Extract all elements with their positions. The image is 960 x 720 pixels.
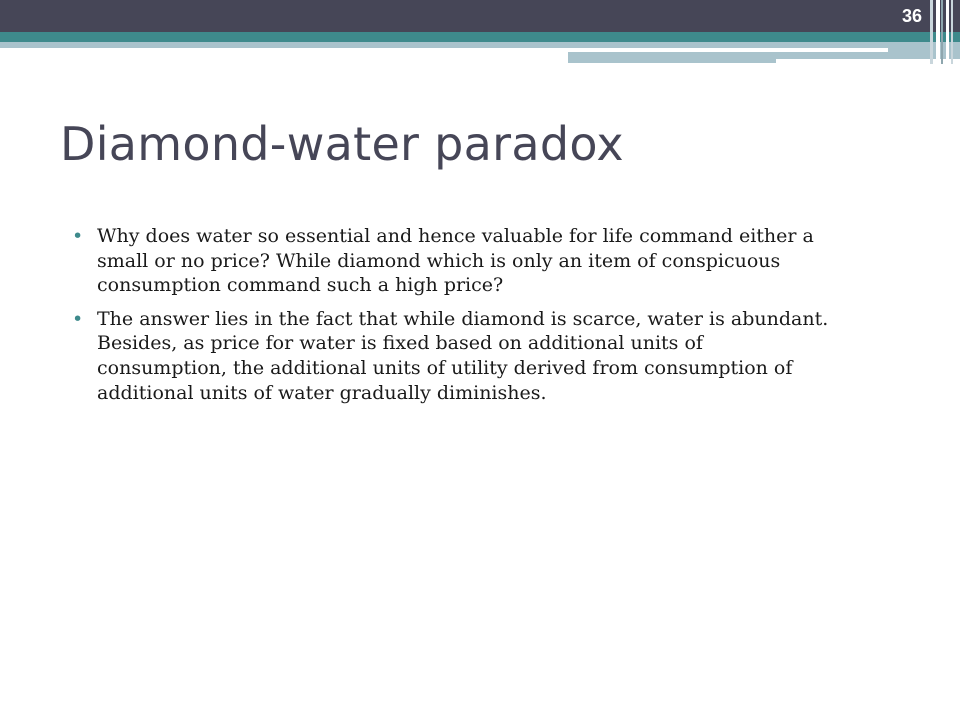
slide-number: 36 [901, 6, 923, 26]
bullet-marker: • [72, 307, 84, 330]
slide-title: Diamond-water paradox [60, 117, 624, 171]
bullet-marker: • [72, 225, 84, 247]
bullet-text: The answer lies in the fact that while diamond is scarce, water is abundant. Besides, as price for water is fixed based on additional units of consumption, the additional units of utility derived from consumption of additional units of water gradually diminishes. [97, 307, 829, 404]
header-vertical-stripe [946, 0, 949, 64]
header-vertical-stripe [936, 0, 940, 64]
header-vertical-stripe [951, 0, 953, 64]
bullet-text: Why does water so essential and hence valuable for life command either a small or no price? While diamond which is only an item of conspicuous consumption command such a high price? [97, 225, 814, 297]
header-light-band [0, 42, 568, 48]
header-dark-band [0, 0, 960, 32]
header-right-gap [568, 48, 888, 52]
bullet-item [72, 224, 832, 298]
header-teal-band [0, 32, 960, 42]
header-vertical-stripe [941, 0, 943, 64]
bullet-list [72, 224, 832, 414]
bullet-item [72, 307, 832, 405]
